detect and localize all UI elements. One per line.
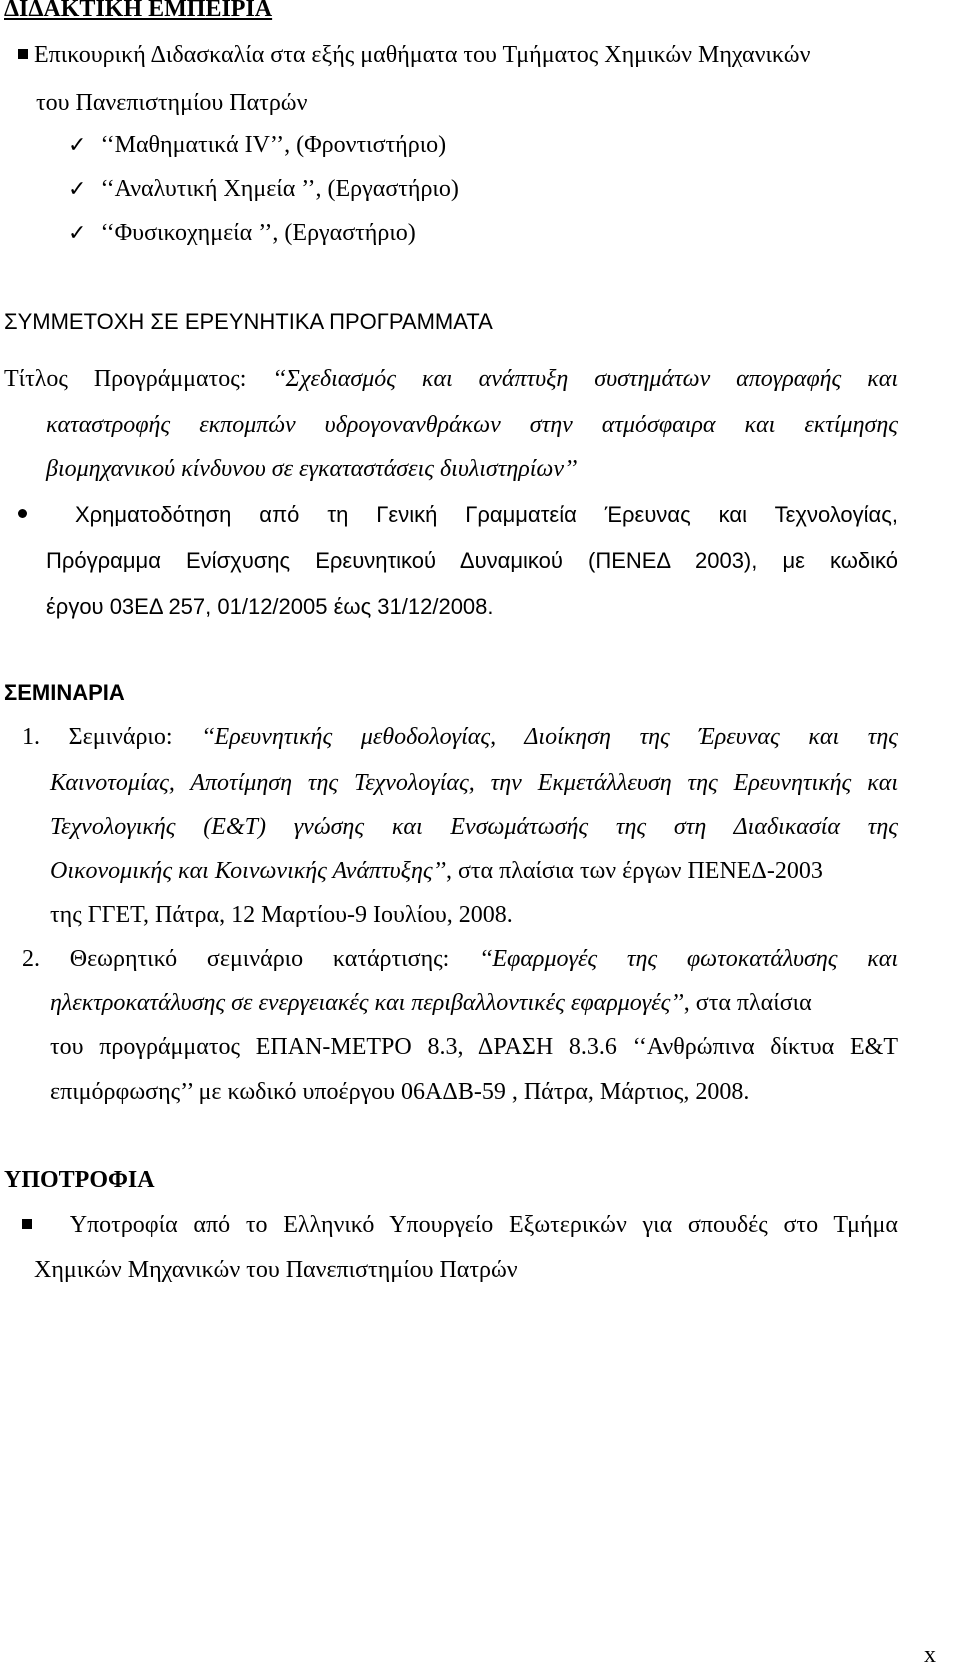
- seminar-2-line: 2. Θεωρητικό σεμινάριο κατάρτισης: ‘‘Εφαρμογές της φωτοκατάλυσης και: [22, 946, 899, 972]
- funding-line: Πρόγραμμα Ενίσχυσης Ερευνητικού Δυναμικού (ΠΕΝΕΔ 2003), με κωδικό: [46, 548, 898, 573]
- seminar-1-line: της ΓΓΕΤ, Πάτρα, 12 Μαρτίου-9 Ιουλίου, 2008.: [50, 902, 513, 928]
- scholarship-line: Χημικών Μηχανικών του Πανεπιστημίου Πατρών: [34, 1257, 518, 1283]
- square-bullet-icon: [22, 1219, 32, 1229]
- funding-line: Χρηματοδότηση από τη Γενική Γραμματεία Έρευνας και Τεχνολογίας,: [18, 500, 898, 530]
- teaching-heading: ΔΙΔΑΚΤΙΚΗ ΕΜΠΕΙΡΙΑ: [4, 0, 273, 22]
- research-title-line: καταστροφής εκπομπών υδρογονανθράκων στην ατμόσφαιρα και εκτίμησης: [46, 412, 898, 438]
- seminar-1-line: 1. Σεμινάριο: ‘‘Ερευνητικής μεθοδολογίας, Διοίκηση της Έρευνας και της: [22, 724, 899, 750]
- teaching-bullet-text-cont: του Πανεπιστημίου Πατρών: [36, 90, 308, 116]
- round-bullet-icon: [18, 509, 27, 518]
- square-bullet-icon: [18, 49, 28, 59]
- seminars-heading: ΣΕΜΙΝΑΡΙΑ: [4, 680, 125, 705]
- research-title-line: Τίτλος Προγράμματος: ‘‘Σχεδιασμός και ανάπτυξη συστημάτων απογραφής και: [4, 366, 898, 392]
- course-item: ✓ ‘‘Μαθηματικά IV’’, (Φροντιστήριο): [68, 130, 446, 161]
- checkmark-icon: ✓: [68, 221, 87, 246]
- page-number: x: [924, 1642, 936, 1668]
- seminar-2-line: επιμόρφωσης’’ με κωδικό υποέργου 06ΑΔΒ-59 , Πάτρα, Μάρτιος, 2008.: [50, 1079, 750, 1105]
- research-title-line: βιομηχανικού κίνδυνου σε εγκαταστάσεις διυλιστηρίων’’: [46, 456, 578, 482]
- seminar-2-line: του προγράμματος ΕΠΑΝ-ΜΕΤΡΟ 8.3, ΔΡΑΣΗ 8.3.6 ‘‘Ανθρώπινα δίκτυα Ε&Τ: [50, 1034, 898, 1060]
- seminar-1-line: Τεχνολογικής (Ε&Τ) γνώσης και Ενσωμάτωσής της στη Διαδικασία της: [50, 814, 898, 840]
- scholarship-line: Υποτροφία από το Ελληνικό Υπουργείο Εξωτερικών για σπουδές στο Τμήμα: [22, 1210, 898, 1240]
- teaching-bullet: [18, 40, 810, 70]
- course-item: ✓ ‘‘Φυσικοχημεία ’’, (Εργαστήριο): [68, 218, 416, 249]
- course-item: ✓ ‘‘Αναλυτική Χημεία ’’, (Εργαστήριο): [68, 174, 459, 205]
- teaching-bullet-text: Επικουρική Διδασκαλία στα εξής μαθήματα του Τμήματος Χημικών Μηχανικών: [34, 42, 811, 68]
- seminar-2-line: ηλεκτροκατάλυσης σε ενεργειακές και περιβαλλοντικές εφαρμογές’’, στα πλαίσια: [50, 990, 812, 1016]
- checkmark-icon: ✓: [68, 133, 87, 158]
- research-heading: ΣΥΜΜΕΤΟΧΗ ΣΕ ΕΡΕΥΝΗΤΙΚΑ ΠΡΟΓΡΑΜΜΑΤΑ: [4, 309, 493, 334]
- checkmark-icon: ✓: [68, 177, 87, 202]
- funding-line: έργου 03ΕΔ 257, 01/12/2005 έως 31/12/2008.: [46, 594, 494, 619]
- seminar-1-line: Οικονομικής και Κοινωνικής Ανάπτυξης’’, στα πλαίσια των έργων ΠΕΝΕΔ-2003: [50, 858, 823, 884]
- scholarship-heading: ΥΠΟΤΡΟΦΙΑ: [4, 1167, 155, 1193]
- seminar-1-line: Καινοτομίας, Αποτίμηση της Τεχνολογίας, την Εκμετάλλευση της Ερευνητικής και: [50, 770, 898, 796]
